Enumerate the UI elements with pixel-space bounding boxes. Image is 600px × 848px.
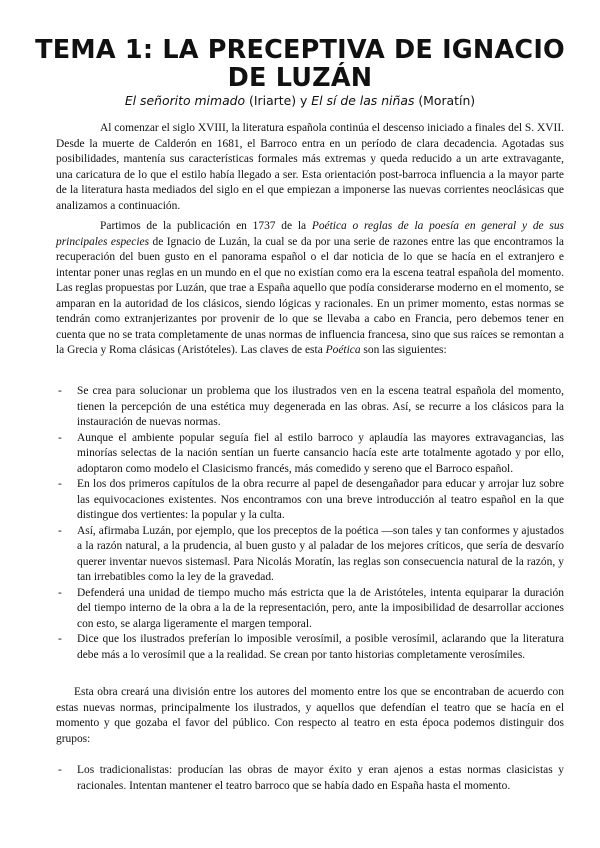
paragraph-luzan-part-1: Partimos de la publicación en 1737 de la xyxy=(100,220,312,232)
list-item xyxy=(56,384,564,431)
subtitle-work-2: El sí de las niñas xyxy=(311,93,415,108)
list-item xyxy=(56,586,564,633)
bullet-dash: - xyxy=(58,385,62,397)
list-item-text: Se crea para solucionar un problema que los ilustrados ven en la escena teatral española del momento, tienen la percepción de una estética muy degenerada en las obras. Así, se recurre a los clásicos para la instauración de nuevas normas. xyxy=(77,385,564,428)
list-item xyxy=(56,431,564,478)
list-item xyxy=(56,524,564,586)
bullet-dash: - xyxy=(58,633,62,645)
page-title: TEMA 1: LA PRECEPTIVA DE IGNACIO DE LUZÁN xyxy=(35,35,565,93)
bullet-dash: - xyxy=(58,586,62,599)
list-item xyxy=(56,632,564,663)
bullet-dash: - xyxy=(58,764,62,776)
claves-list xyxy=(56,384,564,663)
paragraph-luzan-part-2: de Ignacio de Luzán, la cual se da por una serie de razones entre las que encontramos la recuperación del buen gusto en el panorama español o el dar noticia de lo que se hacía en el extranjero e intentar poner unas reglas en un mundo en el que no existían como era la escena teatral española del momento. Las reglas propuestas por Luzán, que trae a España aquello que podía considerarse moderno en el momento, se amparan en la autoridad de los clásicos, siendo lógicas y racionales. En un primer momento, estas normas se tendrán como extranjerizantes por provenir de lo que se llevaba a cabo en Francia, pero debemos tener en cuenta que no se trata completamente de unas normas de influencia francesa, sino que sus raíces se remontan a la Grecia y Roma clásicas (Aristóteles). Las claves de esta xyxy=(56,235,564,356)
paragraph-luzan-part-3: son las siguientes: xyxy=(360,344,447,356)
subtitle-author-2: (Moratín) xyxy=(414,93,476,108)
bullet-dash: - xyxy=(58,431,62,444)
subtitle-author-1: (Iriarte) y xyxy=(245,93,312,108)
subtitle-work-1: El señorito mimado xyxy=(124,93,246,108)
list-item-text: En los dos primeros capítulos de la obra recurre al papel de desengañador para educar y arrojar luz sobre las equivocaciones existentes. Nos encontramos con una breve introducción al teatro español en la que distingue dos vertientes: la popular y la culta. xyxy=(77,478,564,521)
paragraph-division: Esta obra creará una división entre los autores del momento entre los que se encontraban de acuerdo con estas nuevas normas, principalmente los ilustrados, y aquellos que defendían el teatro que se hacía en el momento y que gozaba el favor del público. Con respecto al teatro en esta época podemos distinguir dos grupos: xyxy=(56,686,564,745)
list-item-text: Así, afirmaba Luzán, por ejemplo, que los preceptos de la poética —son tales y tan conformes y ajustados a la razón natural, a la prudencia, al buen gusto y al paladar de los mejores críticos, que sería de desvarío querer inventar nuevos sistemas‖. Para Nicolás Moratín, las reglas son consecuencia natural de la razón, y tan irrebatibles como la ley de la gravedad. xyxy=(77,524,564,583)
work-title-poetica-short: Poética xyxy=(325,344,361,356)
grupos-list xyxy=(56,763,564,794)
list-item-text: Dice que los ilustrados preferían lo imposible verosímil, a posible verosímil, aclarando que la literatura debe más a lo verosímil que a la realidad. Se crean por tanto historias completamente verosímiles. xyxy=(77,633,564,661)
work-title-poetica: Poética o reglas de la poesía en general y de sus principales especies xyxy=(56,220,564,248)
list-item-text: Defenderá una unidad de tiempo mucho más estricta que la de Aristóteles, intenta equiparar la duración del tiempo interno de la obra a la de la representación, pero, ante la imposibilidad de desarrollar acciones con esto, se alarga ligeramente el margen temporal. xyxy=(77,586,564,630)
paragraph-luzan xyxy=(56,219,564,359)
list-item-text: Aunque el ambiente popular seguía fiel al estilo barroco y aplaudía las mayores extravagancias, las minorías selectas de la nación sentían un fuerte cansancio hacía este arte totalmente agotado y por ello, adoptaron como modelo el Clasicismo francés, más comedido y sereno que el Barroco español. xyxy=(77,431,564,475)
page-subtitle xyxy=(30,93,570,109)
list-item xyxy=(56,763,564,794)
paragraph-intro: Al comenzar el siglo XVIII, la literatura española continúa el descenso iniciado a finales del S. XVII. Desde la muerte de Calderón en 1681, el Barroco entra en un período de clara decadencia. Agotadas sus posibilidades, mantenía sus características formales más extremas y queda reducido a un arte extravagante, una caricatura de lo que el estilo había llegado a ser. Esta orientación post-barroca influencia a la mayor parte de la literatura hasta mediados del siglo en el que empiezan a imponerse las nuevas corrientes neoclásicas que analizamos a continuación. xyxy=(56,122,565,212)
bullet-dash: - xyxy=(58,478,62,490)
bullet-dash: - xyxy=(58,524,62,537)
list-item-text: Los tradicionalistas: producían las obras de mayor éxito y eran ajenos a estas normas clasicistas y racionales. Intentan mantener el teatro barroco que se había dado en España hasta el momento. xyxy=(77,764,564,792)
list-item xyxy=(56,477,564,524)
